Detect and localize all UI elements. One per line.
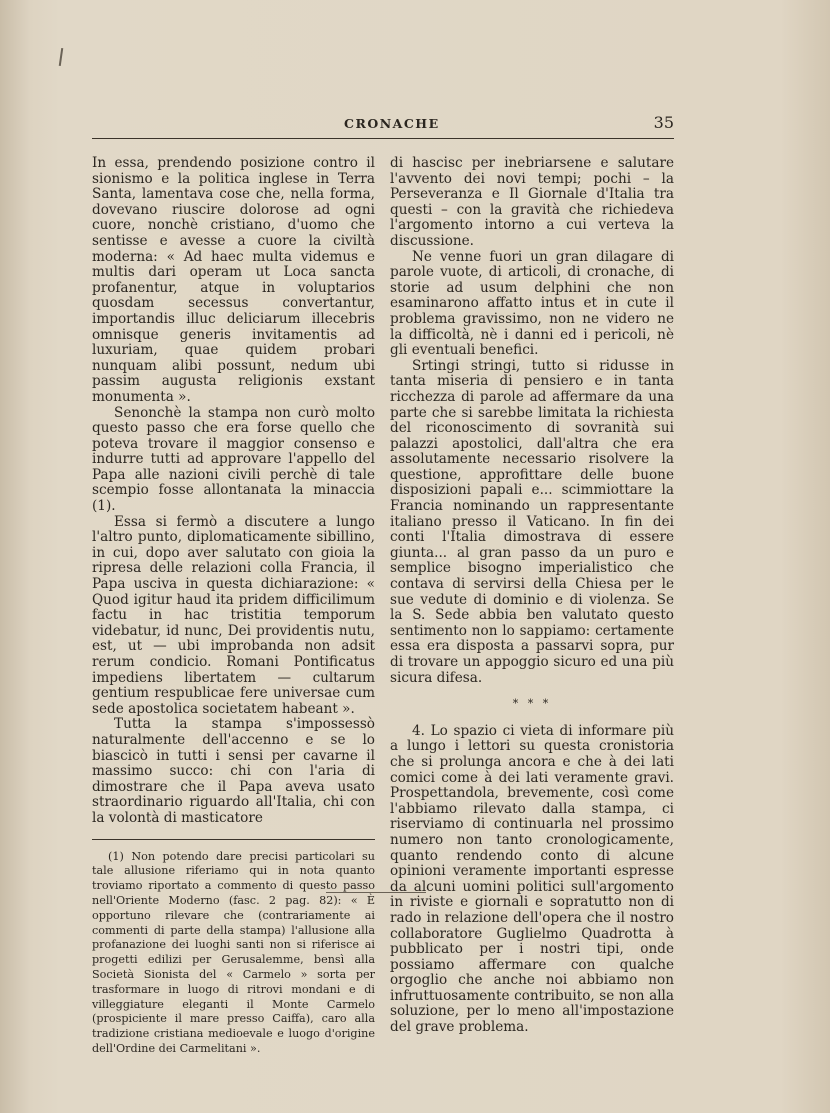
right-column bbox=[390, 156, 674, 1036]
footnote-text: (1) Non potendo dare precisi particolari su tale allusione riferiamo qui in nota quanto troviamo riportato a commento di questo passo nell'Oriente Moderno (fasc. 2 pag. 82): « È opportuno rilevare che (contrariamente ai commenti di parte della stampa) l'allusione alla profanazione dei luoghi santi non si riferisce ai progetti edilizi per Gerusalemme, bensì alla Società Sionista del « Carmelo » sorta per trasformare in luogo di ritrovi mondani e di villeggiature eleganti il Monte Carmelo (prospiciente il mare presso Caiffa), caro alla tradizione cristiana medioevale e luogo d'origine dell'Ordine dei Carmelitani ». bbox=[92, 849, 375, 1055]
running-head bbox=[92, 113, 674, 139]
paragraph: In essa, prendendo posizione contro il sionismo e la politica inglese in Terra Santa, lamentava cose che, nella forma, dovevano riuscire dolorose ad ogni cuore, nonchè cristiano, d'uomo che sentisse e avesse a cuore la civiltà moderna: « Ad haec multa videmus e multis dari operam ut Loca sancta profanentur, atque in voluptarios quosdam secessus convertantur, importandis illuc deliciarum illecebris omnisque generis invitamentis ad luxuriam, quae quidem probari nunquam alibi possunt, nedum ubi passim augusta religionis exstant monumenta ». bbox=[92, 155, 375, 405]
pen-mark bbox=[59, 48, 63, 66]
paragraph: Essa si fermò a discutere a lungo l'altro punto, diplomaticamente sibillino, in cui, dopo aver salutato con gioia la ripresa delle relazioni colla Francia, il Papa usciva in questa dichiarazione: « Quod igitur haud ita pridem difficilimum factu in hac tristitia temporum videbatur, id nunc, Dei providentis nutu, est, ut — ubi improbanda non adsit rerum condicio. Romani Pontificatus impediens libertatem — cultarum gentium respublicae fere universae cum sede apostolica societatem habeant ». bbox=[92, 513, 375, 717]
paragraph: di hascisc per inebriarsene e salutare l'avvento dei novi tempi; pochi – la Perseveranza e Il Giornale d'Italia tra questi – con la gravità che richiedeva l'argomento intorno a cui verteva la discussione. bbox=[390, 155, 674, 249]
paragraph: 4. Lo spazio ci vieta di informare più a lungo i lettori su questa cronistoria che si prolunga ancora e che à dei lati comici come à dei lati veramente gravi. Prospettandola, brevemente, così come l'abbiamo rilevato dalla stampa, ci riserviamo di continuarla nel prossimo numero non tanto cronologicamente, quanto rendendo conto di alcune opinioni veramente importanti espresse da alcuni uomini politici sull'argomento in riviste e giornali e sopratutto non di rado in relazione dell'opera che il nostro collaboratore Guglielmo Quadrotta à pubblicato per i nostri tipi, onde possiamo affermare con qualche orgoglio che anche noi abbiamo non infruttuosamente contribuito, se non alla soluzione, per lo meno all'impostazione del grave problema. bbox=[390, 722, 674, 1036]
paragraph: Ne venne fuori un gran dilagare di parole vuote, di articoli, di cronache, di storie ad usum delphini che non esaminarono affatto intus et in cute il problema gravissimo, non ne videro ne la difficoltà, nè i danni ed i pericoli, nè gli eventuali benefici. bbox=[390, 248, 674, 359]
page-number: 35 bbox=[653, 113, 674, 132]
left-column bbox=[92, 156, 375, 1057]
section-title: CRONACHE bbox=[344, 116, 440, 131]
paragraph: Tutta la stampa s'impossessò naturalmente dell'accenno e se lo biascicò in tutti i sensi per cavarne il massimo succo: chi con l'aria di dimostrare che il Papa aveva usato straordinario riguardo all'Italia, chi con la volontà di masticatore bbox=[92, 716, 375, 826]
paragraph: Senonchè la stampa non curò molto questo passo che era forse quello che poteva trovare il maggior consenso e indurre tutti ad approvare l'appello del Papa alle nazioni civili perchè di tale scempio fosse allontanata la minaccia (1). bbox=[92, 404, 375, 515]
paragraph: Srtingi stringi, tutto si ridusse in tanta miseria di pensiero e in tanta ricchezza di parole ad affermare da una parte che si sarebbe limitata la richiesta del riconoscimento di sovranità sui palazzi apostolici, dall'altra che era assolutamente necessario risolvere la questione, approfittare delle buone disposizioni papali e... scimmiottare la Francia nominando un rappresentante italiano presso il Vaticano. In fin dei conti l'Italia dimostrava di essere giunta... al gran passo da un puro e semplice bisogno imperialistico che contava di servirsi della Chiesa per le sue vedute di dominio e di violenza. Se la S. Sede abbia ben valutato questo sentimento non lo sappiamo: certamente essa era disposta a passarvi sopra, pur di trovare un appoggio sicuro ed una più sicura difesa. bbox=[390, 357, 674, 686]
section-separator: * * * bbox=[512, 697, 552, 711]
footnote bbox=[92, 839, 375, 1057]
end-rule bbox=[326, 892, 426, 893]
